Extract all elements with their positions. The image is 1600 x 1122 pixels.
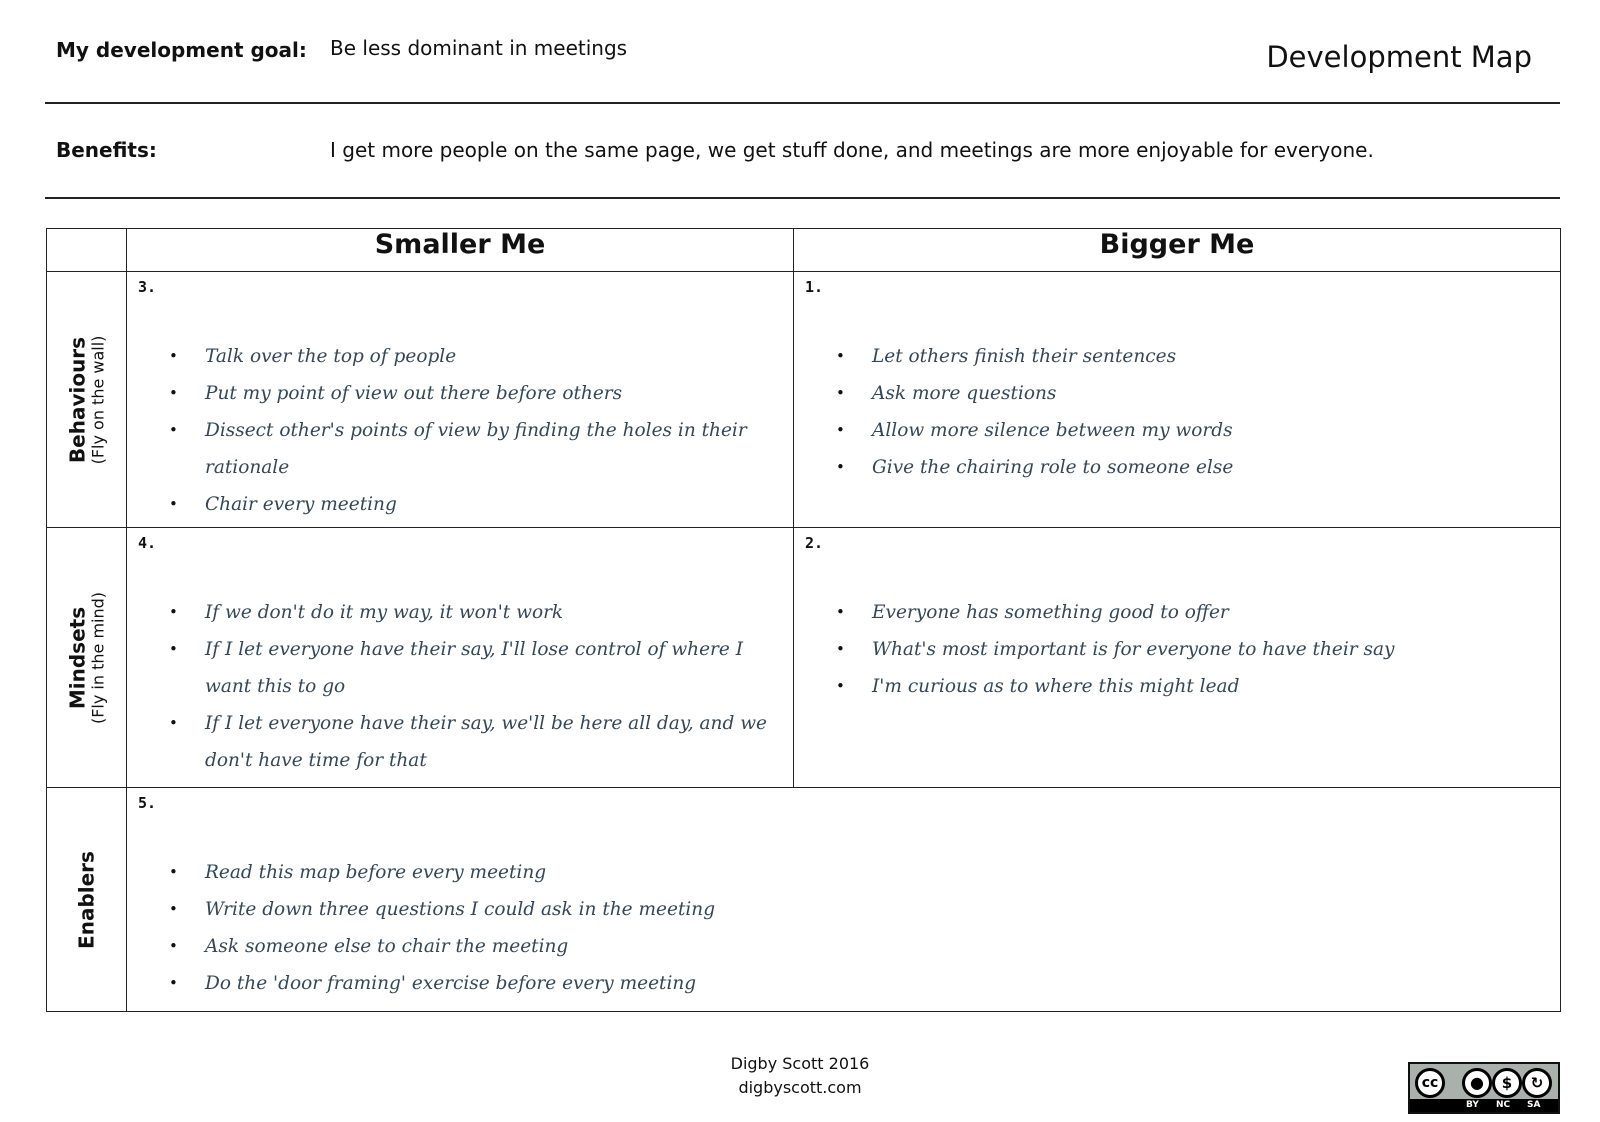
list-item: • Everyone has something good to offer (794, 594, 1560, 631)
list-item: • What's most important is for everyone to have their say (794, 631, 1560, 668)
footer-author: Digby Scott 2016 (730, 1054, 870, 1073)
list-item: • Dissect other's points of view by finding the holes in their rationale (127, 412, 793, 486)
cell-number: 3. (138, 278, 157, 296)
row-sublabel: (Fly on the wall) (87, 335, 107, 464)
license-sa-label: SA (1527, 1100, 1541, 1110)
row-label: Behaviours (64, 336, 89, 463)
no-dollar-icon: $ (1492, 1068, 1522, 1098)
person-icon: ● (1462, 1068, 1492, 1098)
cell-bigger-behaviours (794, 272, 1561, 528)
cell-smaller-mindsets (127, 528, 794, 788)
column-header-smaller-me: Smaller Me (127, 229, 794, 272)
benefits-label: Benefits: (56, 138, 157, 162)
share-alike-icon: ↻ (1522, 1068, 1552, 1098)
goal-label: My development goal: (56, 38, 307, 62)
row-header-mindsets (47, 528, 127, 788)
list-item: • Give the chairing role to someone else (794, 449, 1560, 486)
cc-license-badge (1408, 1062, 1560, 1114)
cell-number: 4. (138, 534, 157, 552)
list-item: • Ask someone else to chair the meeting (127, 928, 1560, 965)
row-sublabel: (Fly in the mind) (87, 591, 107, 724)
list-item: • Chair every meeting (127, 486, 793, 523)
list-item: • If I let everyone have their say, we'll be here all day, and we don't have time for that (127, 705, 793, 779)
cell-smaller-behaviours (127, 272, 794, 528)
cell-bigger-mindsets (794, 528, 1561, 788)
page-title: Development Map (1266, 40, 1532, 74)
cc-icon: cc (1415, 1068, 1445, 1098)
benefits-text: I get more people on the same page, we get stuff done, and meetings are more enjoyable for everyone. (330, 138, 1374, 162)
list-item: • Write down three questions I could ask in the meeting (127, 891, 1560, 928)
list-item: • I'm curious as to where this might lead (794, 668, 1560, 705)
list-item: • Talk over the top of people (127, 338, 793, 375)
list-item: • If I let everyone have their say, I'll lose control of where I want this to go (127, 631, 793, 705)
footer-website: digbyscott.com (738, 1078, 862, 1097)
cell-enablers (127, 788, 1561, 1012)
row-header-behaviours (47, 272, 127, 528)
list-item: • Read this map before every meeting (127, 854, 1560, 891)
divider (45, 197, 1560, 199)
divider (45, 102, 1560, 104)
list-item: • Ask more questions (794, 375, 1560, 412)
cell-number: 5. (138, 794, 157, 812)
development-map-table (46, 228, 1561, 1012)
cell-number: 1. (805, 278, 824, 296)
list-item: • Allow more silence between my words (794, 412, 1560, 449)
column-header-bigger-me: Bigger Me (794, 229, 1561, 272)
row-label: Enablers (74, 850, 98, 949)
list-item: • Do the 'door framing' exercise before every meeting (127, 965, 1560, 1002)
license-by-label: BY (1466, 1100, 1479, 1110)
corner-cell (47, 229, 127, 272)
list-item: • Put my point of view out there before others (127, 375, 793, 412)
goal-text: Be less dominant in meetings (330, 36, 628, 60)
row-label: Mindsets (64, 606, 89, 709)
list-item: • Let others finish their sentences (794, 338, 1560, 375)
row-header-enablers (47, 788, 127, 1012)
cell-number: 2. (805, 534, 824, 552)
license-nc-label: NC (1496, 1100, 1511, 1110)
list-item: • If we don't do it my way, it won't work (127, 594, 793, 631)
